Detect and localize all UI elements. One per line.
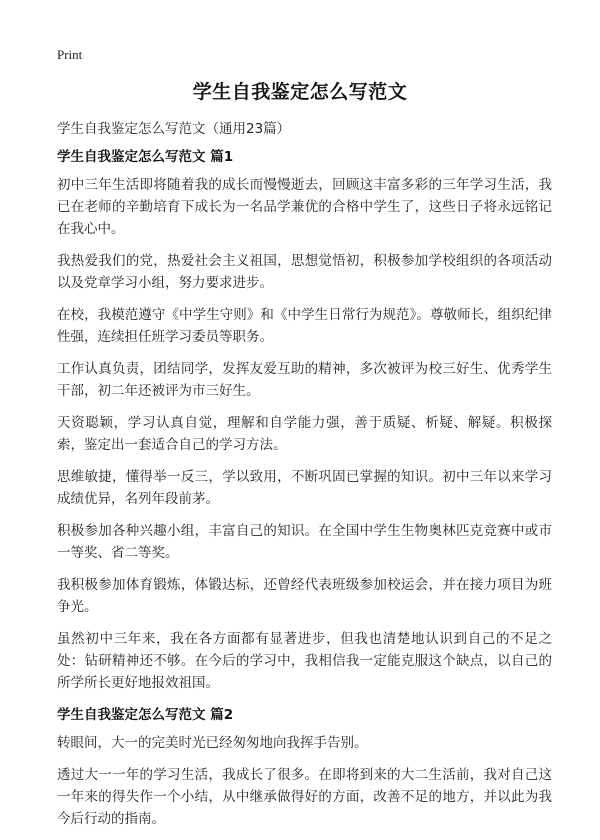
paragraph: 透过大一一年的学习生活，我成长了很多。在即将到来的大二生活前，我对自己这一年来的得失作一个小结，从中继承做得好的方面，改善不足的地方，并以此为我今后行动的指南。 xyxy=(57,767,552,827)
paragraph: 思维敏捷，懂得举一反三，学以致用，不断巩固已掌握的知识。初中三年以来学习成绩优异，名列年段前茅。 xyxy=(57,469,552,507)
article-body xyxy=(57,118,552,840)
print-link[interactable]: Print xyxy=(57,47,83,62)
section-heading-1: 学生自我鉴定怎么写范文 篇1 xyxy=(57,149,234,165)
paragraph: 初中三年生活即将随着我的成长而慢慢逝去，回顾这丰富多彩的三年学习生活，我已在老师的辛勤培育下成长为一名品学兼优的合格中学生了，这些日子将永远铭记在我心中。 xyxy=(57,177,552,237)
paragraph: 积极参加各种兴趣小组，丰富自己的知识。在全国中学生生物奥林匹克竞赛中或市一等奖、省二等奖。 xyxy=(57,523,552,561)
paragraph: 天资聪颖，学习认真自觉，理解和自学能力强，善于质疑、析疑、解疑。积极探索，鉴定出一套适合自己的学习方法。 xyxy=(57,415,552,453)
paragraph: 虽然初中三年来，我在各方面都有显著进步，但我也清楚地认识到自己的不足之处：钻研精神还不够。在今后的学习中，我相信我一定能克服这个缺点，以自己的所学所长更好地报效祖国。 xyxy=(57,631,552,691)
page-title: 学生自我鉴定怎么写范文 xyxy=(192,81,408,103)
paragraph: 在校，我模范遵守《中学生守则》和《中学生日常行为规范》。尊敬师长，组织纪律性强，连续担任班学习委员等职务。 xyxy=(57,307,552,345)
paragraph: 我热爱我们的党，热爱社会主义祖国，思想觉悟初，积极参加学校组织的各项活动以及党章学习小组，努力要求进步。 xyxy=(57,253,552,291)
paragraph: 工作认真负责，团结同学，发挥友爱互助的精神，多次被评为校三好生、优秀学生干部，初二年还被评为市三好生。 xyxy=(57,361,552,399)
paragraph: 转眼间，大一的完美时光已经匆匆地向我挥手告别。 xyxy=(57,735,368,751)
paragraph: 我积极参加体育锻炼，体锻达标，还曾经代表班级参加校运会，并在接力项目为班争光。 xyxy=(57,577,552,615)
article-subtitle: 学生自我鉴定怎么写范文（通用23篇） xyxy=(57,121,291,137)
section-heading-2: 学生自我鉴定怎么写范文 篇2 xyxy=(57,707,234,723)
